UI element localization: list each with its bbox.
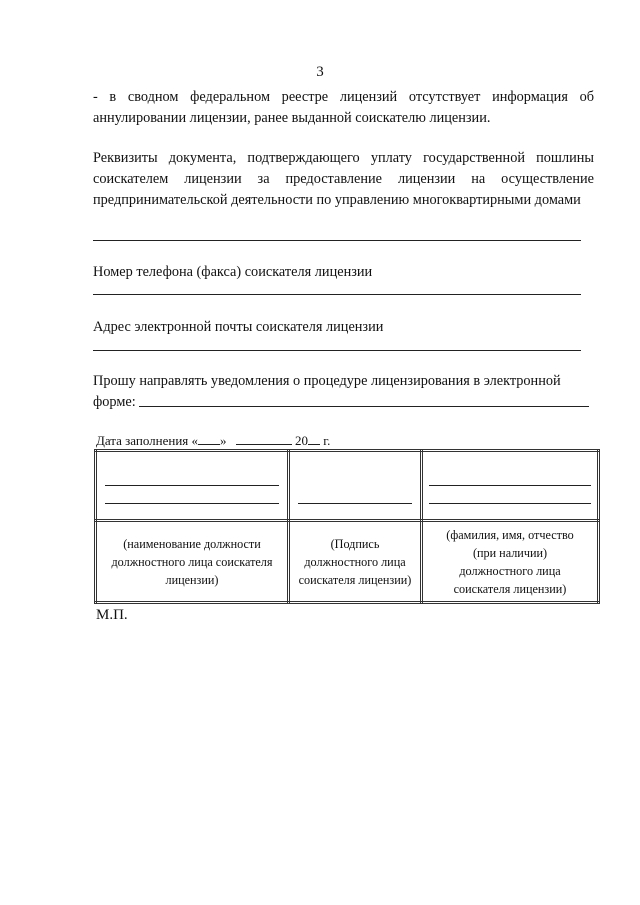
date-close-quote: »: [220, 433, 227, 448]
date-year-field[interactable]: [308, 432, 320, 445]
position-line-2: [105, 503, 279, 504]
signature-caption: (Подпись должностного лица соискателя лицензии): [289, 521, 422, 603]
paragraph-email-label: Адрес электронной почты соискателя лицензии: [93, 319, 384, 335]
position-cell[interactable]: [96, 451, 289, 521]
paragraph-notification-request: Прошу направлять уведомления о процедуре лицензирования в электронной: [93, 373, 561, 389]
paragraph-registry-info: - в сводном федеральном реестре лицензий отсутствует информация об аннулировании лицензии, ранее выданной соискателю лицензии.: [93, 89, 594, 126]
signature-table: [94, 449, 600, 604]
full-name-line-2: [429, 503, 591, 504]
stamp-label: М.П.: [96, 607, 128, 623]
phone-field[interactable]: [93, 294, 581, 295]
email-field[interactable]: [93, 350, 581, 351]
paragraph-phone-label: Номер телефона (факса) соискателя лицензии: [93, 264, 373, 280]
fee-document-field[interactable]: [93, 240, 581, 241]
date-label: Дата заполнения: [96, 433, 189, 448]
date-month-field[interactable]: [236, 432, 292, 445]
notification-form-field[interactable]: [139, 406, 589, 407]
notification-form-label: форме:: [93, 394, 136, 410]
date-century: 20: [295, 433, 309, 448]
signature-line: [298, 503, 412, 504]
date-filled: [96, 432, 330, 449]
full-name-line-1: [429, 485, 591, 486]
position-caption: (наименование должности должностного лица соискателя лицензии): [96, 521, 289, 603]
position-line-1: [105, 485, 279, 486]
date-year-suffix: г.: [323, 433, 331, 448]
full-name-cell[interactable]: [422, 451, 599, 521]
paragraph-fee-document: Реквизиты документа, подтверждающего уплату государственной пошлины соискателем лицензии за предоставление лицензии на осуществление предпринимательской деятельности по управлению многоквартирными домами: [93, 150, 594, 208]
signature-cell[interactable]: [289, 451, 422, 521]
full-name-caption: (фамилия, имя, отчество (при наличии) должностного лица соискателя лицензии): [422, 521, 599, 603]
date-day-field[interactable]: [198, 432, 220, 445]
date-open-quote: «: [191, 433, 199, 448]
page-number: 3: [316, 64, 324, 80]
